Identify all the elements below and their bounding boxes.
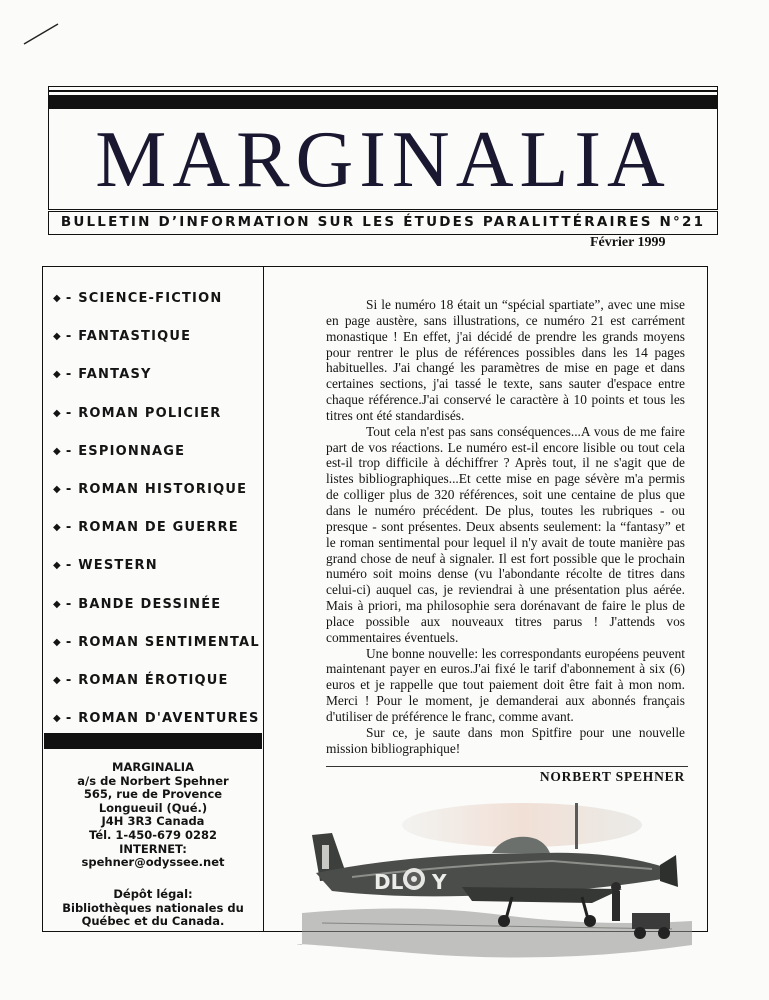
category-label: - ROMAN D'AVENTURES: [65, 711, 260, 727]
category-sidebar: [42, 266, 264, 932]
issue-date: Février 1999: [590, 235, 666, 250]
category-label: - FANTASY: [65, 367, 152, 383]
author-signature: NORBERT SPEHNER: [539, 769, 685, 784]
category-item: [43, 587, 260, 625]
contact-block: [43, 761, 263, 870]
category-label: - SCIENCE-FICTION: [65, 291, 223, 306]
contact-name: MARGINALIA: [112, 760, 194, 774]
diamond-bullet-icon: ◆: [53, 369, 62, 381]
aircraft-letter: Y: [432, 870, 447, 894]
masthead-thin-rule: [49, 90, 717, 92]
category-item: [43, 434, 260, 472]
category-label: - BANDE DESSINÉE: [65, 596, 222, 612]
contact-postal: J4H 3R3 Canada: [101, 814, 205, 829]
bulletin-subtitle: BULLETIN D’INFORMATION SUR LES ÉTUDES PARALITTÉRAIRES N°21: [48, 211, 718, 235]
diamond-bullet-icon: ◆: [53, 674, 62, 686]
contact-phone: Tél. 1-450-679 0282: [89, 827, 217, 842]
pen-mark: [22, 18, 62, 48]
diamond-bullet-icon: ◆: [53, 598, 62, 610]
category-item: [43, 357, 260, 395]
category-label: - ROMAN DE GUERRE: [65, 520, 239, 536]
editorial-paragraph: Une bonne nouvelle: les correspondants européens peuvent maintenant payer en euros.J'ai fixé le tarif d'abonnement à six (6) euros et je rappelle que tout paiement doit être fait à mon nom. Merci ! Pour le moment, je demanderai aux abonnés français d'utiliser de préférence le franc, comme avant.: [326, 645, 685, 724]
category-item: [43, 510, 260, 548]
sidebar-divider-bar: [44, 733, 262, 749]
diamond-bullet-icon: ◆: [53, 560, 62, 572]
editorial-text: [326, 297, 685, 756]
diamond-bullet-icon: ◆: [53, 522, 62, 534]
category-list: [43, 281, 260, 739]
category-label: - FANTASTIQUE: [65, 329, 192, 345]
diamond-bullet-icon: ◆: [53, 713, 62, 725]
contact-internet-label: INTERNET:: [119, 841, 187, 856]
category-item: [43, 396, 260, 434]
masthead: [48, 86, 718, 210]
legal-deposit-line-1: Bibliothèques nationales du: [62, 900, 244, 915]
aircraft-code: DL: [374, 870, 404, 894]
category-item: [43, 663, 260, 701]
category-item: [43, 548, 260, 586]
diamond-bullet-icon: ◆: [53, 445, 62, 457]
legal-deposit: [43, 888, 263, 929]
category-label: - WESTERN: [65, 558, 158, 574]
category-item: [43, 472, 260, 510]
masthead-thick-rule: [49, 95, 717, 109]
diamond-bullet-icon: ◆: [53, 293, 62, 304]
spitfire-illustration: [292, 795, 702, 965]
diamond-bullet-icon: ◆: [53, 636, 62, 648]
category-item: [43, 625, 260, 663]
editorial-paragraph: Si le numéro 18 était un “spécial spartiate”, avec une mise en page austère, sans illustrations, ce numéro 21 est carrément monastique ! En effet, j'ai décidé de prendre les grands moyens pour rentrer le plus de références possibles dans les 14 pages habituelles. J'ai changé les paramètres de mise en page et dans certaines sections, j'ai tassé le texte, sans sauter d'espace entre chaque référence.J'ai conservé le caractère à 10 points et tous les titres ont été standardisés.: [326, 297, 685, 423]
editorial-paragraph: Sur ce, je saute dans mon Spitfire pour une nouvelle mission bibliographique!: [326, 724, 685, 756]
diamond-bullet-icon: ◆: [53, 407, 62, 419]
legal-deposit-line-2: Québec et du Canada.: [81, 914, 225, 929]
category-label: - ROMAN HISTORIQUE: [65, 481, 248, 497]
diamond-bullet-icon: ◆: [53, 331, 62, 343]
category-label: - ROMAN SENTIMENTAL: [65, 634, 260, 650]
category-item: [43, 319, 260, 357]
contact-street: 565, rue de Provence: [83, 787, 223, 802]
category-label: - ROMAN ÉROTIQUE: [65, 672, 229, 688]
contact-email: spehner@odyssee.net: [81, 855, 225, 870]
signature-rule: [326, 766, 688, 767]
legal-deposit-label: Dépôt légal:: [113, 887, 193, 901]
category-label: - ROMAN POLICIER: [65, 405, 222, 421]
diamond-bullet-icon: ◆: [53, 483, 62, 495]
contact-care-of: a/s de Norbert Spehner: [77, 773, 229, 788]
category-label: - ESPIONNAGE: [65, 443, 186, 459]
contact-city: Longueuil (Qué.): [98, 800, 208, 815]
publication-title: MARGINALIA: [95, 116, 671, 204]
category-item: [43, 281, 260, 319]
editorial-paragraph: Tout cela n'est pas sans conséquences...A vous de me faire part de vos réactions. Le numéro est-il encore lisible ou tout cela est-il trop difficile à déchiffrer ? Après tout, il ne s'agit que de listes bibliographiques...Et cette mise en page sévère m'a permis de colliger plus de 320 références, soit une centaine de plus que dans le numéro précédent. De plus, toutes les rubriques - ou presque - sont présentes. Deux absents seulement: la “fantasy” et le roman sentimental pour lequel il n'y avait de toute manière pas grand chose de neuf à signaler. Il est fort possible que le prochain numéro soit moins dense (vu l'abondante récolte de titres dans celui-ci) auquel cas, je reviendrai à une présentation plus aérée. Mais à priori, ma philosophie sera dorénavant de faire le plus de place possible aux nouveaux titres parus ! J'attends vos commentaires éventuels.: [326, 423, 685, 645]
